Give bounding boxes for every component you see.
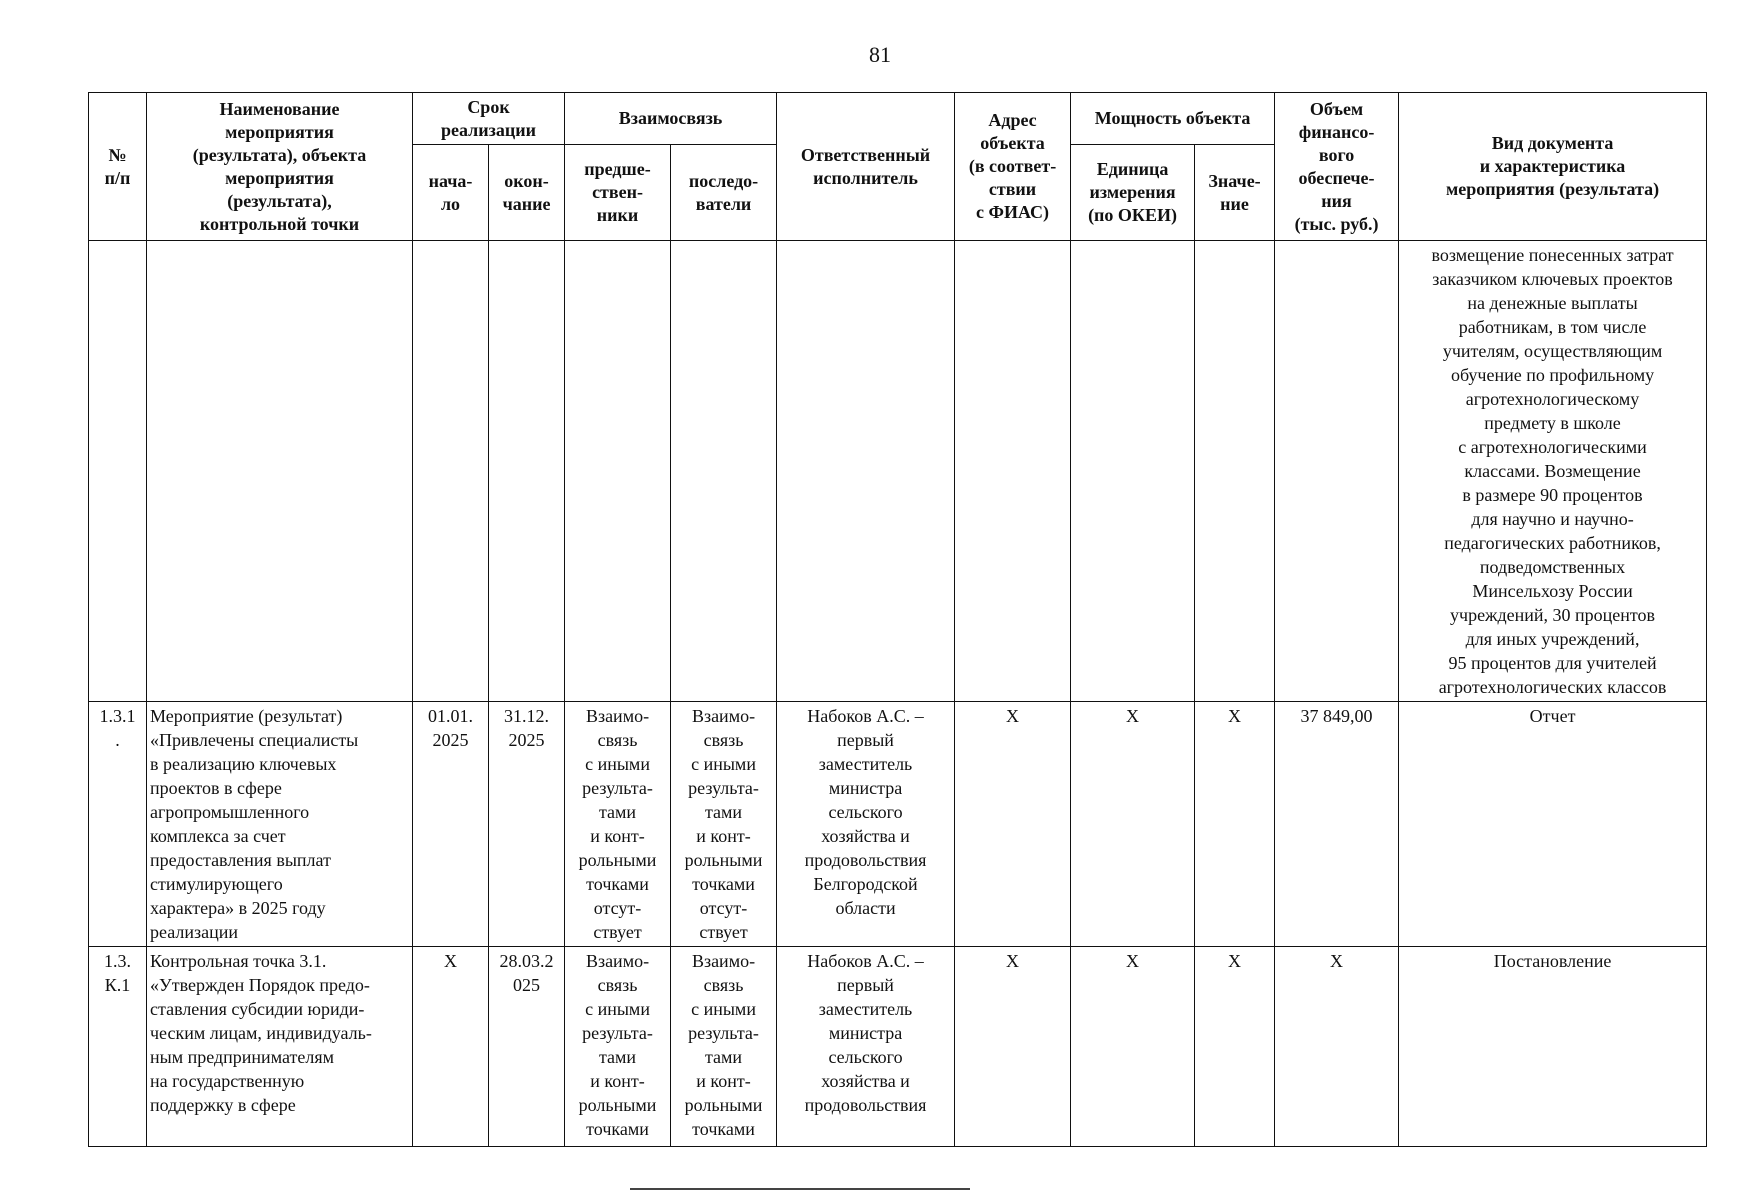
cell-next: Взаимо- связь с иными результа- тами и конт- рольными точками bbox=[671, 947, 777, 1147]
col-header-responsible: Ответственный исполнитель bbox=[777, 93, 955, 241]
col-header-name: Наименование мероприятия (результата), объекта мероприятия (результата), контрольной точки bbox=[147, 93, 413, 241]
cell-address: X bbox=[955, 947, 1071, 1147]
activities-table bbox=[88, 92, 1707, 1147]
cell-value: X bbox=[1195, 702, 1275, 947]
col-header-address: Адрес объекта (в соответ- ствии с ФИАС) bbox=[955, 93, 1071, 241]
cell-responsible: Набоков А.С. – первый заместитель министра сельского хозяйства и продовольствия Белгородской области bbox=[777, 702, 955, 947]
cell-finance: 37 849,00 bbox=[1275, 702, 1399, 947]
table-row bbox=[89, 702, 1707, 947]
col-header-term: Срок реализации bbox=[413, 93, 565, 145]
cell-start: 01.01. 2025 bbox=[413, 702, 489, 947]
col-header-term-end: окон- чание bbox=[489, 145, 565, 241]
cell-start bbox=[413, 241, 489, 702]
cell-num: 1.3. К.1 bbox=[89, 947, 147, 1147]
cell-name: Мероприятие (результат) «Привлечены специалисты в реализацию ключевых проектов в сфере агропромышленного комплекса за счет предоставления выплат стимулирующего характера» в 2025 году реализации bbox=[147, 702, 413, 947]
cell-next: Взаимо- связь с иными результа- тами и конт- рольными точками отсут- ствует bbox=[671, 702, 777, 947]
col-header-num: № п/п bbox=[89, 93, 147, 241]
col-header-term-start: нача- ло bbox=[413, 145, 489, 241]
cell-address: X bbox=[955, 702, 1071, 947]
cell-doc: возмещение понесенных затрат заказчиком ключевых проектов на денежные выплаты работникам, в том числе учителям, осуществляющим обучение по профильному агротехнологическому предмету в школе с агротехнологическими классами. Возмещение в размере 90 процентов для научно и научно- педагогических работников, подведомственных Минсельхозу России учреждений, 30 процентов для иных учреждений, 95 процентов для учителей агротехнологических классов bbox=[1399, 241, 1707, 702]
page-number: 81 bbox=[869, 42, 891, 67]
cell-unit: X bbox=[1071, 947, 1195, 1147]
col-header-cap-unit: Единица измерения (по ОКЕИ) bbox=[1071, 145, 1195, 241]
cell-address bbox=[955, 241, 1071, 702]
cell-value: X bbox=[1195, 947, 1275, 1147]
cell-next bbox=[671, 241, 777, 702]
col-header-doc: Вид документа и характеристика мероприятия (результата) bbox=[1399, 93, 1707, 241]
col-header-finance: Объем финансо- вого обеспече- ния (тыс. руб.) bbox=[1275, 93, 1399, 241]
cell-responsible: Набоков А.С. – первый заместитель министра сельского хозяйства и продовольствия bbox=[777, 947, 955, 1147]
col-header-link-pred: предше- ствен- ники bbox=[565, 145, 671, 241]
cell-num: 1.3.1 . bbox=[89, 702, 147, 947]
cell-pred bbox=[565, 241, 671, 702]
cell-finance: X bbox=[1275, 947, 1399, 1147]
cell-name: Контрольная точка 3.1. «Утвержден Порядок предо- ставления субсидии юриди- ческим лицам, индивидуаль- ным предпринимателям на государственную поддержку в сфере bbox=[147, 947, 413, 1147]
table-row bbox=[89, 947, 1707, 1147]
cell-pred: Взаимо- связь с иными результа- тами и конт- рольными точками bbox=[565, 947, 671, 1147]
cell-pred: Взаимо- связь с иными результа- тами и конт- рольными точками отсут- ствует bbox=[565, 702, 671, 947]
cell-end: 28.03.2 025 bbox=[489, 947, 565, 1147]
cell-doc: Постановление bbox=[1399, 947, 1707, 1147]
cell-start: X bbox=[413, 947, 489, 1147]
col-header-cap-value: Значе- ние bbox=[1195, 145, 1275, 241]
table-row bbox=[89, 241, 1707, 702]
col-header-link-next: последо- ватели bbox=[671, 145, 777, 241]
col-header-capacity: Мощность объекта bbox=[1071, 93, 1275, 145]
cell-unit bbox=[1071, 241, 1195, 702]
cell-end bbox=[489, 241, 565, 702]
cell-doc: Отчет bbox=[1399, 702, 1707, 947]
cell-value bbox=[1195, 241, 1275, 702]
cell-end: 31.12. 2025 bbox=[489, 702, 565, 947]
cell-num bbox=[89, 241, 147, 702]
cell-responsible bbox=[777, 241, 955, 702]
cell-unit: X bbox=[1071, 702, 1195, 947]
cell-name bbox=[147, 241, 413, 702]
col-header-link: Взаимосвязь bbox=[565, 93, 777, 145]
cell-finance bbox=[1275, 241, 1399, 702]
footer-rule bbox=[630, 1188, 970, 1190]
